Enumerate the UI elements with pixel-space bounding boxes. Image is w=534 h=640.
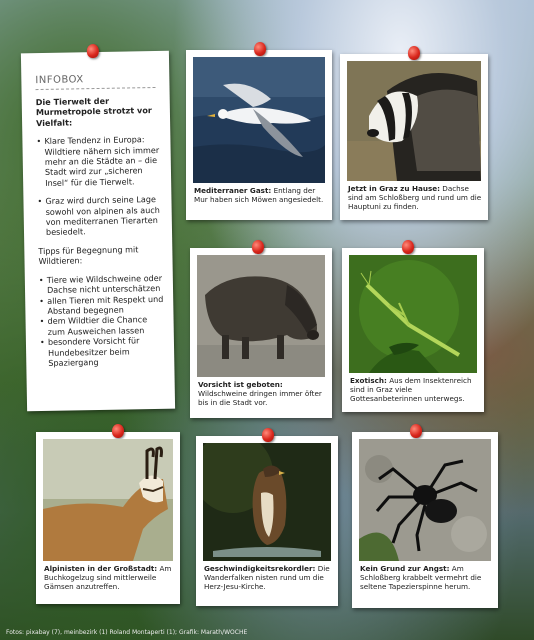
- list-item: • Graz wird durch seine Lage sowohl von alpinen als auch von mediterranen Tierarten besiedelt.: [37, 194, 164, 238]
- infobox-body: [36, 95, 167, 377]
- photo-card-falcon: [196, 436, 338, 606]
- mantis-photo: [349, 255, 477, 373]
- seagull-photo: [193, 57, 325, 183]
- pin-icon: [254, 42, 266, 56]
- caption-text: Wildschweine dringen immer öfter bis in die Stadt vor.: [198, 389, 322, 407]
- pin-icon: [408, 46, 420, 60]
- photo-card-seagull: [186, 50, 332, 220]
- caption-text: Dachse sind am Schloßberg und rund um die Hauptuni zu finden.: [348, 184, 482, 211]
- pin-icon: [87, 44, 99, 58]
- boar-photo: [197, 255, 325, 377]
- pin-icon: [410, 424, 422, 438]
- caption: [348, 184, 482, 211]
- pin-icon: [402, 240, 414, 254]
- caption-title: Exotisch:: [350, 376, 387, 385]
- caption-title: Mediterraner Gast:: [194, 186, 272, 195]
- caption-title: Kein Grund zur Angst:: [360, 564, 450, 573]
- caption: [360, 564, 492, 591]
- infobox-card: [21, 51, 175, 412]
- caption-text: Entlang der Mur haben sich Möwen angesiedelt.: [194, 186, 324, 204]
- pin-icon: [112, 424, 124, 438]
- caption-text: Am Schloßberg krabbelt vermehrt die seltene Tapezierspinne herum.: [360, 564, 482, 591]
- divider: [36, 87, 156, 90]
- caption-text: Die Wanderfalken nisten rund um die Herz-Jesu-Kirche.: [204, 564, 330, 591]
- list-item: • Klare Tendenz in Europa: Wildtiere nähern sich immer mehr an die Städte an – die Stadt wird zur „sicheren Insel“ für die Tierwelt.: [36, 134, 163, 188]
- tips-list: [39, 273, 167, 369]
- spider-photo: [359, 439, 491, 561]
- caption-title: Jetzt in Graz zu Hause:: [348, 184, 440, 193]
- caption: [44, 564, 174, 591]
- caption: [198, 380, 326, 407]
- infobox-heading: Die Tierwelt der Murmetropole strotzt vor Vielfalt:: [35, 95, 152, 128]
- infobox-title: INFOBOX: [35, 74, 84, 87]
- caption-title: Vorsicht ist geboten:: [198, 380, 283, 389]
- badger-photo: [347, 61, 481, 181]
- photo-credit: Fotos: pixabay (7), meinbezirk (1) Roland Montaperti (1); Grafik: Marath/WOCHE: [6, 629, 248, 636]
- list-item: • besondere Vorsicht für Hundebesitzer beim Spaziergang: [40, 335, 167, 368]
- photo-card-mantis: [342, 248, 484, 412]
- infobox-bullets: [36, 134, 164, 238]
- list-item: • dem Wildtier die Chance zum Ausweichen lassen: [39, 314, 165, 337]
- list-item: • Tiere wie Wildschweine oder Dachse nicht unterschätzen: [39, 273, 165, 296]
- caption-text: Aus dem Insektenreich sind in Graz viele Gottesanbeterinnen unterwegs.: [350, 376, 472, 403]
- list-item: • allen Tieren mit Respekt und Abstand begegnen: [39, 293, 165, 316]
- photo-card-boar: [190, 248, 332, 418]
- falcon-photo: [203, 443, 331, 561]
- caption: [194, 186, 326, 204]
- photo-card-spider: [352, 432, 498, 608]
- caption-title: Geschwindigkeitsrekordler:: [204, 564, 316, 573]
- pin-icon: [262, 428, 274, 442]
- photo-card-badger: [340, 54, 488, 220]
- caption: [204, 564, 332, 591]
- caption-text: Am Buchkogelzug sind mittlerweile Gämsen anzutreffen.: [44, 564, 172, 591]
- caption: [350, 376, 478, 403]
- photo-card-chamois: [36, 432, 180, 604]
- pin-icon: [252, 240, 264, 254]
- tips-intro: Tipps für Begegnung mit Wildtieren:: [38, 244, 139, 267]
- caption-title: Alpinisten in der Großstadt:: [44, 564, 158, 573]
- chamois-photo: [43, 439, 173, 561]
